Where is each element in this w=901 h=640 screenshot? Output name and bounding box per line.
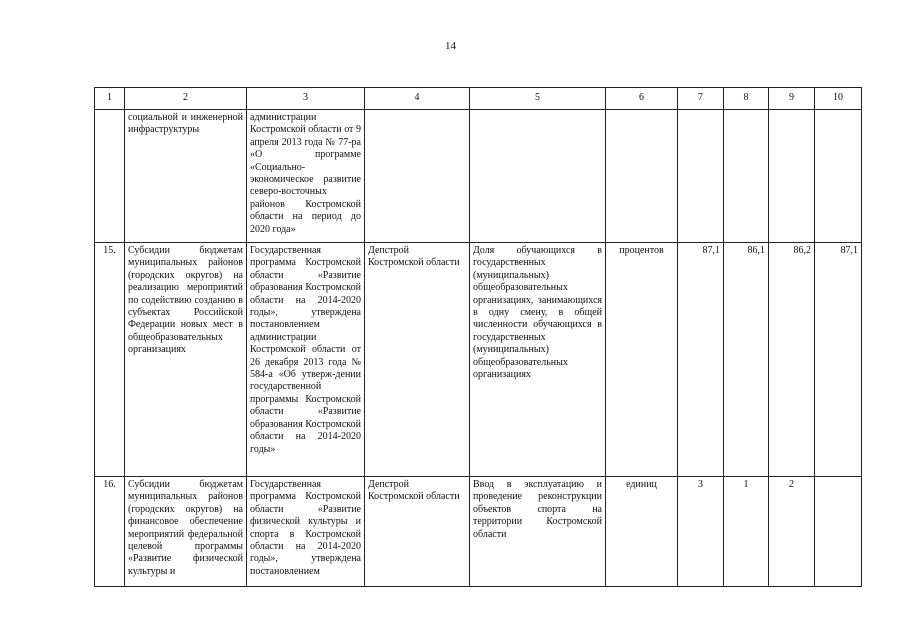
column-header-6: 6: [606, 88, 678, 110]
indicators-table: [94, 87, 862, 587]
column-header-7: 7: [678, 88, 724, 110]
value-col-8: 86,1: [724, 243, 769, 477]
measure-name: Субсидии бюджетам муниципальных районов (городских округов) на финансовое обеспечение мероприятий федеральной целевой программы «Развитие физической культуры и: [125, 477, 247, 587]
row-number: 15.: [95, 243, 125, 477]
table-row: [95, 110, 862, 243]
responsible-agency: [365, 110, 470, 243]
unit: единиц: [606, 477, 678, 587]
value-col-8: 1: [724, 477, 769, 587]
page-number: 14: [445, 40, 456, 52]
column-header-9: 9: [769, 88, 815, 110]
table-row: [95, 477, 862, 587]
unit: процентов: [606, 243, 678, 477]
value-col-7: 3: [678, 477, 724, 587]
column-header-3: 3: [247, 88, 365, 110]
value-col-9: 86,2: [769, 243, 815, 477]
program-basis: администрации Костромской области от 9 апреля 2013 года № 77-ра «О программе «Социально-экономическое развитие северо-восточных районов Костромской области на период до 2020 года»: [247, 110, 365, 243]
measure-name: социальной и инженерной инфраструктуры: [125, 110, 247, 243]
value-col-9: [769, 110, 815, 243]
program-basis: Государственная программа Костромской области «Развитие образования Костромской области на 2014-2020 годы», утверждена постановлением администрации Костромской области от 26 декабря 2013 года № 584-а «Об утверж-дении государственной программы Костромской области «Развитие образования Костромской области на 2014-2020 годы»: [247, 243, 365, 477]
indicator-name: Ввод в эксплуатацию и проведение реконструкции объектов спорта на территории Костромской области: [470, 477, 606, 587]
responsible-agency: Депстрой Костромской области: [365, 477, 470, 587]
column-header-5: 5: [470, 88, 606, 110]
column-header-2: 2: [125, 88, 247, 110]
column-header-4: 4: [365, 88, 470, 110]
value-col-8: [724, 110, 769, 243]
column-header-8: 8: [724, 88, 769, 110]
table-row: [95, 243, 862, 477]
responsible-agency: Депстрой Костромской области: [365, 243, 470, 477]
measure-name: Субсидии бюджетам муниципальных районов (городских округов) на реализацию мероприятий по содействию созданию в субъектах Российской Федерации новых мест в общеобразовательных организациях: [125, 243, 247, 477]
column-header-10: 10: [815, 88, 862, 110]
row-number: 16.: [95, 477, 125, 587]
value-col-10: [815, 110, 862, 243]
unit: [606, 110, 678, 243]
program-basis: Государственная программа Костромской области «Развитие физической культуры и спорта в Костромской области на 2014-2020 годы», утверждена постановлением: [247, 477, 365, 587]
value-col-10: [815, 477, 862, 587]
indicator-name: Доля обучающихся в государственных (муниципальных) общеобразовательных организациях, занимающихся в одну смену, в общей численности обучающихся в государственных (муниципальных) общеобразовательных организациях: [470, 243, 606, 477]
row-number: [95, 110, 125, 243]
value-col-7: [678, 110, 724, 243]
value-col-9: 2: [769, 477, 815, 587]
indicator-name: [470, 110, 606, 243]
value-col-10: 87,1: [815, 243, 862, 477]
header-row: [95, 88, 862, 110]
column-header-1: 1: [95, 88, 125, 110]
value-col-7: 87,1: [678, 243, 724, 477]
